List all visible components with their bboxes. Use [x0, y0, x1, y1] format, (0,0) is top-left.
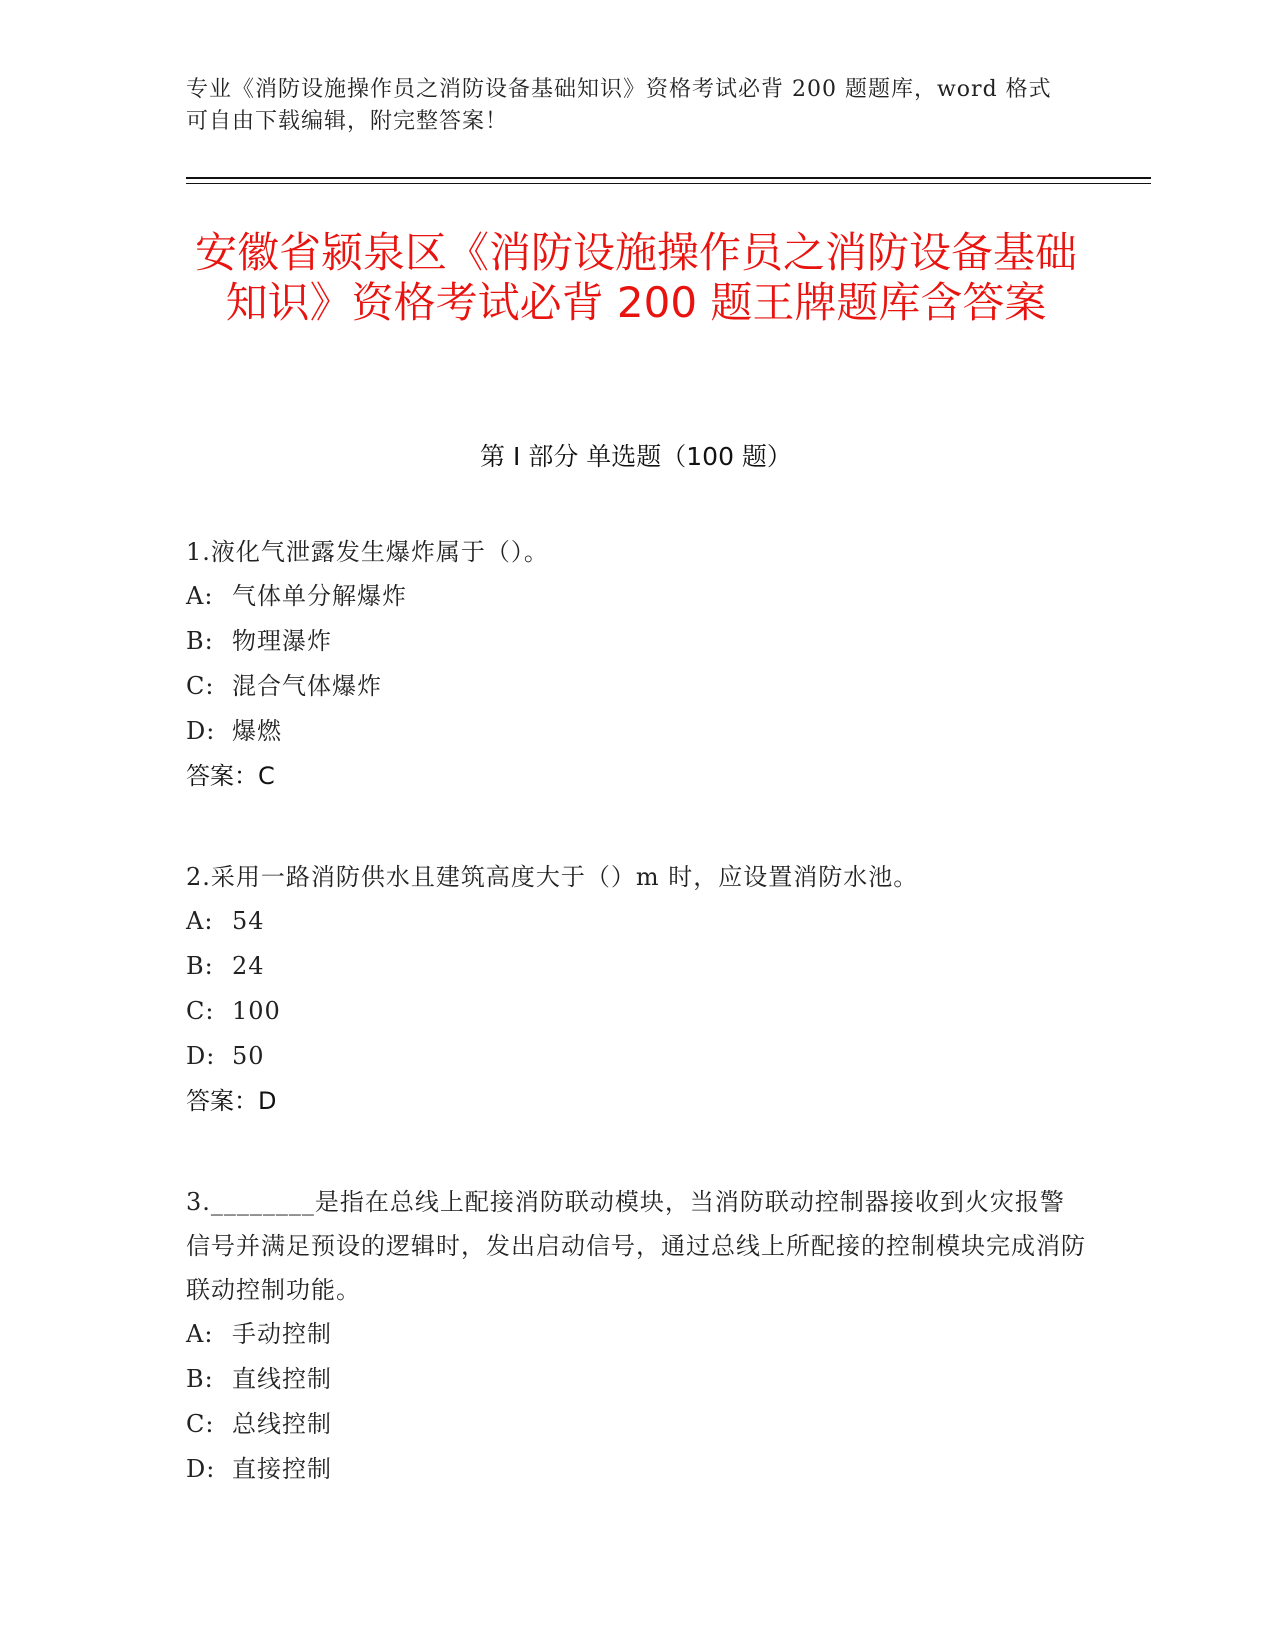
option-d: [186, 1447, 1086, 1492]
option-a: [186, 574, 1086, 619]
answer-line: 答案：C: [186, 762, 275, 790]
option-key: C:: [186, 672, 215, 700]
option-key: B:: [186, 627, 214, 655]
option-key: C:: [186, 997, 215, 1025]
option-text: 直接控制: [232, 1455, 332, 1483]
option-key: A:: [186, 582, 214, 610]
option-key: A:: [186, 907, 214, 935]
option-text: 爆燃: [232, 717, 282, 745]
option-text: 总线控制: [232, 1410, 332, 1438]
section-heading: 第 I 部分 单选题（100 题）: [480, 442, 792, 471]
question-stem: 2.采用一路消防供水且建筑高度大于（）m 时，应设置消防水池。: [186, 863, 919, 891]
header-divider-thin: [186, 183, 1151, 184]
option-text: 手动控制: [232, 1320, 332, 1348]
option-b: [186, 944, 1086, 989]
option-text: 物理瀑炸: [232, 627, 332, 655]
option-c: [186, 664, 1086, 709]
question-stem: 1.液化气泄露发生爆炸属于（）。: [186, 538, 549, 566]
option-key: B:: [186, 1365, 214, 1393]
option-text: 直线控制: [232, 1365, 332, 1393]
option-key: D:: [186, 717, 216, 745]
document-title: 安徽省颍泉区《消防设施操作员之消防设备基础知识》资格考试必背 200 题王牌题库含答案: [194, 228, 1077, 327]
question-stem: 3.________是指在总线上配接消防联动模块，当消防联动控制器接收到火灾报警信号并满足预设的逻辑时，发出启动信号，通过总线上所配接的控制模块完成消防联动控制功能。: [186, 1188, 1086, 1304]
header-note: 专业《消防设施操作员之消防设备基础知识》资格考试必背 200 题题库，word 格式可自由下载编辑，附完整答案！: [186, 77, 1052, 134]
option-text: 气体单分解爆炸: [232, 582, 407, 610]
option-b: [186, 1357, 1086, 1402]
option-text: 100: [232, 997, 281, 1025]
option-d: [186, 1034, 1086, 1079]
option-c: [186, 1402, 1086, 1447]
option-text: 54: [232, 907, 265, 935]
option-d: [186, 709, 1086, 754]
option-key: D:: [186, 1042, 216, 1070]
option-b: [186, 619, 1086, 664]
option-text: 混合气体爆炸: [232, 672, 382, 700]
option-key: C:: [186, 1410, 215, 1438]
header-divider-thick: [186, 177, 1151, 179]
question-2: [186, 855, 1086, 1124]
question-list: [186, 530, 1086, 1548]
option-text: 50: [232, 1042, 265, 1070]
option-a: [186, 899, 1086, 944]
option-key: B:: [186, 952, 214, 980]
question-3: [186, 1180, 1086, 1492]
option-text: 24: [232, 952, 265, 980]
question-1: [186, 530, 1086, 799]
option-c: [186, 989, 1086, 1034]
answer-line: 答案：D: [186, 1087, 277, 1115]
option-key: A:: [186, 1320, 214, 1348]
option-key: D:: [186, 1455, 216, 1483]
option-a: [186, 1312, 1086, 1357]
